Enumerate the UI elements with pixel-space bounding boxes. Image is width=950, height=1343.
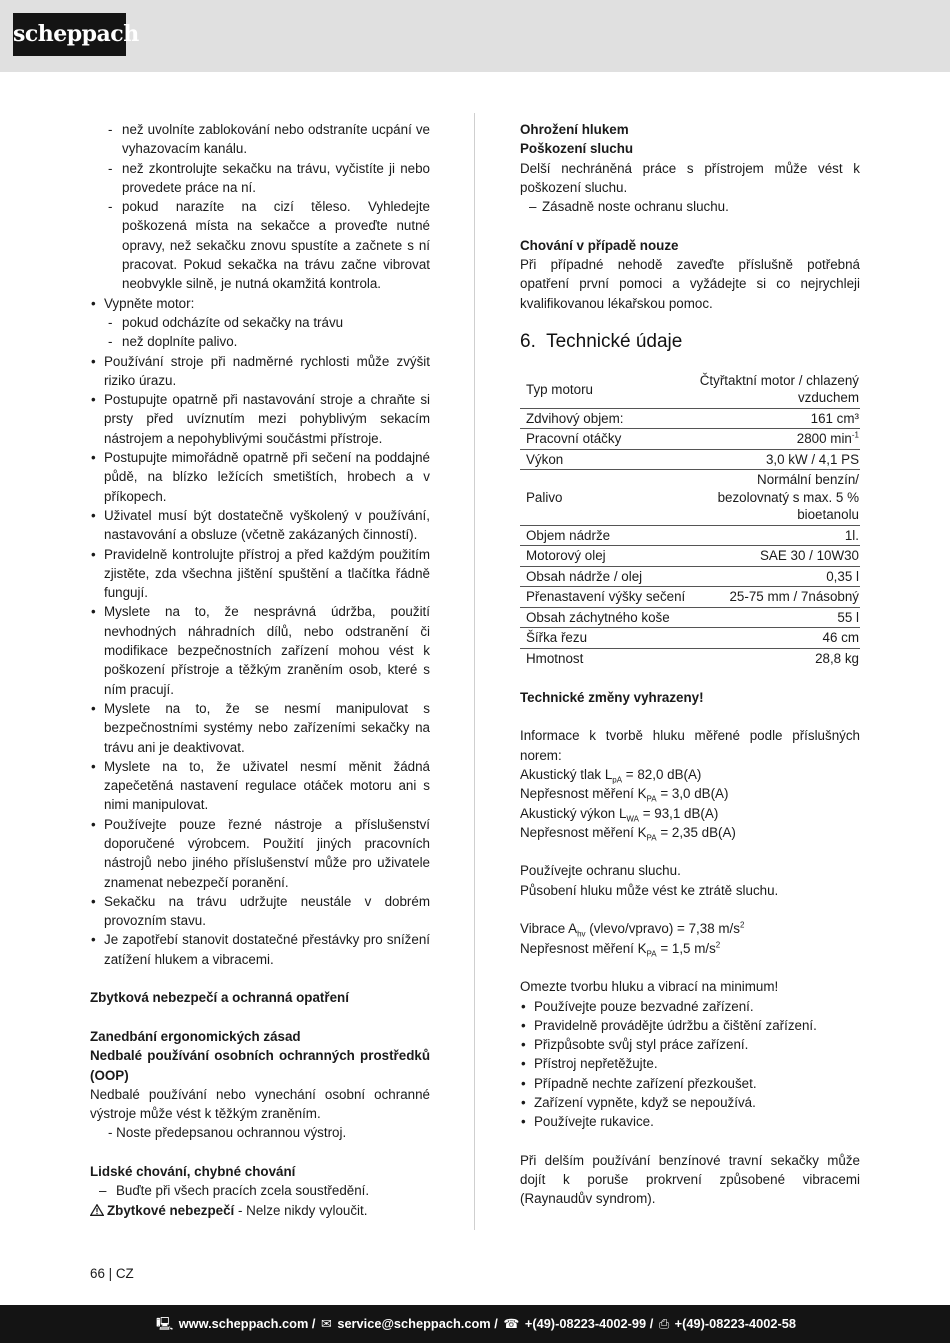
list-item: • Zařízení vypněte, když se nepoužívá.	[520, 1093, 860, 1112]
noise-value-line: Akustický výkon $L_{WA} = 93,1$ dB(A)	[520, 805, 719, 824]
warning-icon	[90, 1204, 104, 1216]
intro-dash-list	[90, 120, 430, 294]
phone-icon: ☎	[503, 1316, 520, 1331]
spec-value: 25-75 mm / 7násobný	[690, 587, 860, 608]
ppe-dash-item: - Noste předepsanou ochrannou výstroj.	[108, 1125, 347, 1141]
list-item: - než uvolníte zablokování nebo odstraníte ucpání ve vyhazovacím kanálu.	[90, 120, 430, 159]
list-item: • Uživatel musí být dostatečně vyškolený v používání, nastavování a obsluze (včetně zakázaných činností).	[90, 506, 430, 545]
table-row	[520, 628, 860, 649]
spec-value: 1l.	[690, 525, 860, 546]
noise-value-line: Nepřesnost měření $K_{PA} = 2,35$ dB(A)	[520, 824, 736, 843]
hearing-loss-line: Působení hluku může vést ke ztrátě sluchu.	[520, 882, 779, 898]
ppe-heading: Nedbalé používání osobních ochranných prostředků (OOP)	[90, 1048, 430, 1083]
human-behaviour-list	[90, 1181, 430, 1200]
spec-label: Typ motoru	[520, 371, 690, 409]
table-row	[520, 470, 860, 526]
spec-label: Pracovní otáčky	[520, 429, 690, 450]
footer-web[interactable]: www.scheppach.com	[178, 1316, 309, 1331]
spec-value: Čtyřtaktní motor / chlazený vzduchem	[690, 371, 860, 409]
column-divider	[474, 113, 475, 1230]
list-item: • Používejte pouze bezvadné zařízení.	[520, 997, 860, 1016]
footer-fax: +(49)-08223-4002-58	[674, 1316, 796, 1331]
list-item: • Používejte pouze řezné nástroje a příslušenství doporučené výrobcem. Použití jiných pracovních nástrojů nebo jiného příslušenství může pro uživatele znamenat nebezpečí poranění.	[90, 815, 430, 892]
list-item: - než zkontrolujte sekačku na trávu, vyčistíte ji nebo provedete práce na ní.	[90, 159, 430, 198]
table-row	[520, 648, 860, 668]
list-item: • Přístroj nepřetěžujte.	[520, 1054, 860, 1073]
page-footer: 🖳 www.scheppach.com / ✉ service@scheppach.com / ☎ +(49)-08223-4002-99 / ⎙ +(49)-08223-4002-58	[0, 1305, 950, 1343]
table-row	[520, 429, 860, 450]
spec-label: Obsah záchytného koše	[520, 607, 690, 628]
list-item: • Případně nechte zařízení přezkoušet.	[520, 1074, 860, 1093]
spec-value: 2800 $\min^{-1}$	[690, 429, 860, 450]
spec-label: Šířka řezu	[520, 628, 690, 649]
spec-value: 46 cm	[690, 628, 860, 649]
emergency-heading: Chování v případě nouze	[520, 237, 679, 253]
table-row	[520, 371, 860, 409]
footer-phone: +(49)-08223-4002-99	[524, 1316, 647, 1331]
ergonomic-heading: Zanedbání ergonomických zásad	[90, 1028, 301, 1044]
list-item: • Myslete na to, že se nesmí manipulovat s bezpečnostními systémy nebo zařízeními sekačky na trávu ani je deaktivovat.	[90, 699, 430, 757]
spec-value: 3,0 kW / 4,1 PS	[690, 449, 860, 470]
spec-label: Přenastavení výšky sečení	[520, 587, 690, 608]
page-header	[0, 0, 950, 72]
page-number: 66 | CZ	[90, 1266, 134, 1281]
spec-label: Objem nádrže	[520, 525, 690, 546]
fax-icon: ⎙	[658, 1316, 670, 1331]
table-row	[520, 525, 860, 546]
table-row	[520, 449, 860, 470]
noise-value-line: Akustický tlak $L_{pA} = 82,0$ dB(A)	[520, 766, 702, 785]
hearing-damage-heading: Poškození sluchu	[520, 141, 634, 157]
section-number: 6.	[520, 330, 536, 352]
section-title	[520, 330, 860, 354]
list-item: • Pravidelně provádějte údržbu a čištění zařízení.	[520, 1016, 860, 1035]
table-row	[520, 607, 860, 628]
footer-email[interactable]: service@scheppach.com	[337, 1316, 491, 1331]
table-row	[520, 546, 860, 567]
residual-hazard-label: Zbytkové nebezpečí	[107, 1202, 235, 1218]
minimize-heading: Omezte tvorbu hluku a vibrací na minimum!	[520, 979, 779, 995]
spec-label: Zdvihový objem:	[520, 408, 690, 429]
list-item: • Pravidelně kontrolujte přístroj a před každým použitím zjistěte, zda všechna jištění spuštění a tlačítka řádně fungují.	[90, 545, 430, 603]
vibration-line: Vibrace $A_{hv}$ (vlevo/vpravo) = 7,38 $m/s^2$	[520, 920, 745, 939]
list-item: • Sekačku na trávu udržujte neustále v dobrém provozním stavu.	[90, 892, 430, 931]
list-item: • Používání stroje při nadměrné rychlosti může zvýšit riziko úrazu.	[90, 352, 430, 391]
table-row	[520, 587, 860, 608]
spec-value: Normální benzín/ bezolovnatý s max. 5 % bioetanolu	[690, 470, 860, 526]
emergency-text: Při případné nehodě zaveďte příslušně potřebná opatření první pomoci a vyžádejte si co nejrychleji kvalifikovanou lékařskou pomoc.	[520, 257, 860, 311]
table-row	[520, 408, 860, 429]
table-row	[520, 566, 860, 587]
safety-bullet-list	[90, 294, 430, 969]
list-item: • Postupujte opatrně při nastavování stroje a chraňte si prsty před uvíznutím mezi pohyblivým sekacím nástrojem a nepohyblivými součástmi přístroje.	[90, 390, 430, 448]
residual-hazard-line	[90, 1201, 430, 1220]
computer-icon: 🖳	[156, 1316, 174, 1331]
list-item: - pokud odcházíte od sekačky na trávu	[90, 313, 430, 332]
raynaud-text: Při delším používání benzínové travní sekačky může dojít k poruše prokrvení způsobené vibracemi (Raynaudův syndrom).	[520, 1152, 860, 1207]
spec-value: 0,35 l	[690, 566, 860, 587]
list-item: – Zásadně noste ochranu sluchu.	[520, 197, 860, 216]
list-item: - pokud narazíte na cizí těleso. Vyhledejte poškozená místa na sekačce a proveďte nutné opravy, než sekačku znovu spustíte a začnete s ní pracovat. Pokud sekačka na trávu začne vibrovat neobvykle silně, je nutná okamžitá kontrola.	[90, 197, 430, 293]
tech-spec-table	[520, 371, 860, 669]
list-item: – Buďte při všech pracích zcela soustředění.	[90, 1181, 430, 1200]
list-item: • Myslete na to, že nesprávná údržba, použití nevhodných náhradních dílů, nebo odstranění či modifikace bezpečnostních zařízení mohou vést k poškození přístroje a těžkým zraněním osob, které s ním pracují.	[90, 602, 430, 698]
list-item: - než doplníte palivo.	[90, 332, 430, 351]
list-item: • Postupujte mimořádně opatrně při sečení na poddajné půdě, na blízko ležících smetištích, hrobech a v příkopech.	[90, 448, 430, 506]
spec-label: Výkon	[520, 449, 690, 470]
human-behaviour-heading: Lidské chování, chybné chování	[90, 1164, 296, 1180]
spec-label: Palivo	[520, 470, 690, 526]
scheppach-logo: scheppach	[13, 13, 126, 56]
spec-value: 161 cm³	[690, 408, 860, 429]
list-item	[90, 294, 430, 352]
list-item: • Používejte rukavice.	[520, 1112, 860, 1131]
spec-value: SAE 30 / 10W30	[690, 546, 860, 567]
noise-info-intro: Informace k tvorbě hluku měřené podle příslušných norem:	[520, 728, 860, 763]
ppe-text: Nedbalé používání nebo vynechání osobní ochranné výstroje může vést k těžkým zraněním.	[90, 1086, 430, 1122]
list-item: • Je zapotřebí stanovit dostatečné přestávky pro snížení zatížení hlukem a vibracemi.	[90, 930, 430, 969]
minimize-list	[520, 997, 860, 1132]
residual-hazards-heading: Zbytková nebezpečí a ochranná opatření	[90, 990, 349, 1006]
section-name: Technické údaje	[546, 330, 683, 352]
hearing-protection-line: Používejte ochranu sluchu.	[520, 863, 681, 879]
spec-value: 55 l	[690, 607, 860, 628]
spec-label: Obsah nádrže / olej	[520, 566, 690, 587]
hearing-list	[520, 197, 860, 216]
left-column	[90, 120, 430, 1220]
spec-label: Motorový olej	[520, 546, 690, 567]
noise-heading: Ohrožení hlukem	[520, 122, 629, 137]
list-item: • Přizpůsobte svůj styl práce zařízení.	[520, 1035, 860, 1054]
tech-changes-note: Technické změny vyhrazeny!	[520, 689, 704, 705]
list-item: • Myslete na to, že uživatel nesmí měnit žádná zapečetěná nastavení regulace otáček motoru ani s nimi manipulovat.	[90, 757, 430, 815]
vibration-uncertainty-line: Nepřesnost měření $K_{PA} = 1,5$ $m/s^2$	[520, 940, 721, 959]
noise-value-line: Nepřesnost měření $K_{PA} = 3,0$ dB(A)	[520, 786, 729, 804]
right-column	[520, 120, 860, 1209]
email-icon: ✉	[321, 1316, 332, 1331]
stop-engine-sublist	[90, 313, 430, 352]
residual-hazard-text: - Nelze nikdy vyloučit.	[234, 1202, 368, 1218]
spec-label: Hmotnost	[526, 650, 584, 666]
hearing-damage-text: Delší nechráněná práce s přístrojem může vést k poškození sluchu.	[520, 160, 860, 195]
spec-value: 28,8 kg	[815, 650, 859, 666]
stop-engine-label: Vypněte motor:	[104, 295, 195, 311]
